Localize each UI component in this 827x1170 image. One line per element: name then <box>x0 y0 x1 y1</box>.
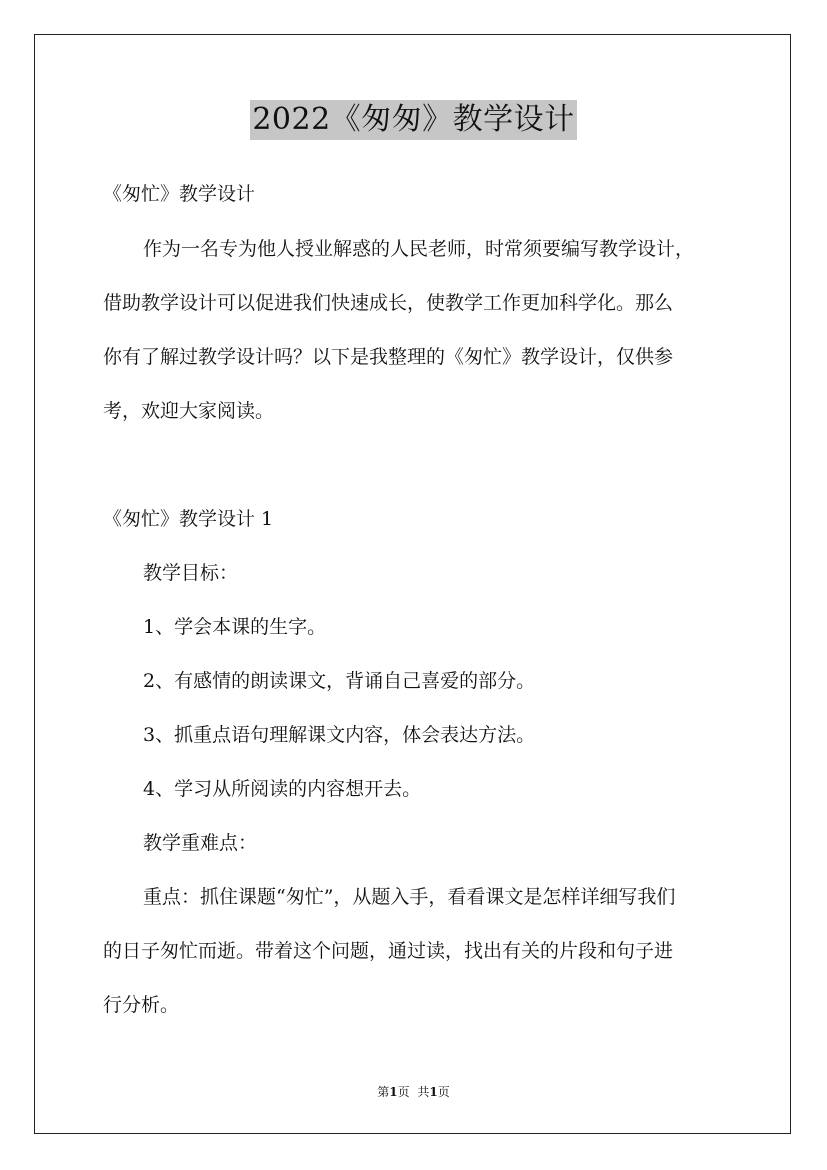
subtitle: 《匆忙》教学设计 <box>103 183 256 205</box>
footer-total-suffix: 页 <box>437 1085 450 1099</box>
key-point-line-3: 行分析。 <box>103 994 180 1016</box>
footer-page-mid: 页 <box>397 1085 410 1099</box>
objective-item: 3、抓重点语句理解课文内容，体会表达方法。 <box>143 724 536 746</box>
key-point-line-1: 重点：抓住课题“匆忙”，从题入手，看看课文是怎样详细写我们 <box>143 886 676 908</box>
objective-item: 2、有感情的朗读课文，背诵自己喜爱的部分。 <box>143 670 536 692</box>
footer-page-prefix: 第 <box>377 1085 390 1099</box>
intro-line-3: 你有了解过教学设计吗？以下是我整理的《匆忙》教学设计，仅供参 <box>103 346 674 368</box>
objective-item: 1、学会本课的生字。 <box>143 616 327 638</box>
page-footer <box>0 1084 827 1100</box>
title-wrap <box>0 100 827 140</box>
objectives-heading: 教学目标： <box>143 562 239 584</box>
footer-total-prefix: 共 <box>417 1085 430 1099</box>
section-heading: 《匆忙》教学设计 1 <box>103 508 274 530</box>
intro-line-2: 借助教学设计可以促进我们快速成长，使教学工作更加科学化。那么 <box>103 292 674 314</box>
key-point-line-2: 的日子匆忙而逝。带着这个问题，通过读，找出有关的片段和句子进 <box>103 940 674 962</box>
difficulty-heading: 教学重难点： <box>143 832 258 854</box>
footer-page-number: 1 <box>389 1085 398 1099</box>
footer-total-number: 1 <box>429 1085 438 1099</box>
document-title: 2022《匆匆》教学设计 <box>250 100 576 140</box>
objective-item: 4、学习从所阅读的内容想开去。 <box>143 778 422 800</box>
intro-line-1: 作为一名专为他人授业解惑的人民老师，时常须要编写教学设计， <box>143 238 695 260</box>
intro-line-4: 考，欢迎大家阅读。 <box>103 400 275 422</box>
